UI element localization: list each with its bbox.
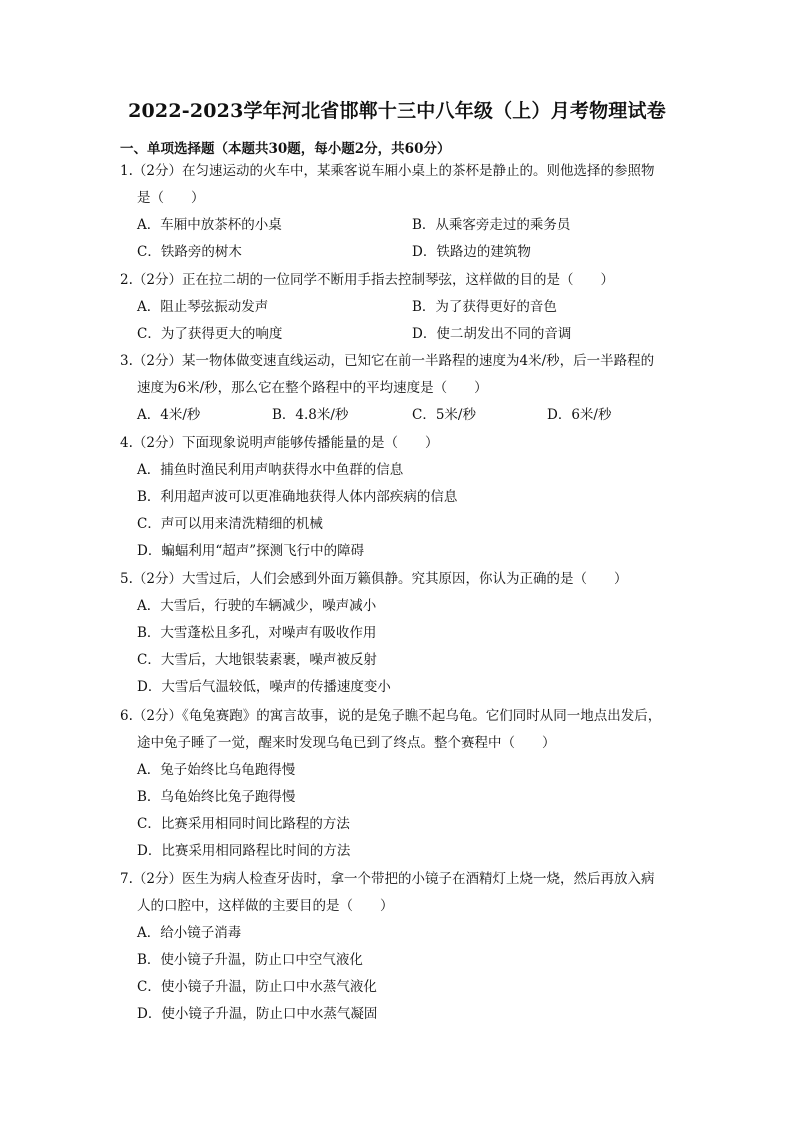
question-text-continued: 途中兔子睡了一觉，醒来时发现乌龟已到了终点。整个赛程中（ ） [137, 735, 556, 751]
option-c: C．为了获得更大的响度 [137, 326, 283, 342]
option-b: B．从乘客旁走过的乘务员 [412, 217, 571, 233]
question-number: 4. [120, 435, 133, 451]
option-c: C．比赛采用相同时间比路程的方法 [137, 816, 350, 832]
option-d: D．使二胡发出不同的音调 [412, 326, 572, 342]
option-b: B．4.8米/秒 [272, 407, 349, 423]
question-text: （2分）下面现象说明声能够传播能量的是（ ） [132, 435, 439, 451]
question-number: 2. [120, 272, 133, 288]
question-3-stem [120, 348, 680, 402]
option-c: C．5米/秒 [412, 407, 476, 423]
option-a: A．大雪后，行驶的车辆减少，噪声减小 [137, 598, 377, 614]
exam-title: 2022-2023学年河北省邯郸十三中八年级（上）月考物理试卷 [128, 100, 666, 122]
question-text-continued: 人的口腔中，这样做的主要目的是（ ） [137, 898, 394, 914]
question-2-stem [120, 267, 680, 294]
option-c: C．声可以用来清洗精细的机械 [137, 516, 323, 532]
option-b: B．利用超声波可以更准确地获得人体内部疾病的信息 [137, 489, 458, 505]
option-c: C．使小镜子升温，防止口中水蒸气液化 [137, 979, 377, 995]
option-b: B．乌龟始终比兔子跑得慢 [137, 789, 296, 805]
option-c: C．铁路旁的树木 [137, 244, 242, 260]
section-heading: 一、单项选择题（本题共30题，每小题2分，共60分） [120, 141, 451, 157]
question-5-stem [120, 566, 680, 593]
option-d: D．6米/秒 [547, 407, 612, 423]
option-b: B．为了获得更好的音色 [412, 299, 557, 315]
question-text: （2分）医生为病人检查牙齿时，拿一个带把的小镜子在酒精灯上烧一烧，然后再放入病 [132, 871, 655, 887]
option-d: D．蝙蝠利用“超声”探测飞行中的障碍 [137, 543, 365, 559]
option-b: B．使小镜子升温，防止口中空气液化 [137, 952, 363, 968]
option-d: D．比赛采用相同路程比时间的方法 [137, 843, 351, 859]
question-text: （2分）大雪过后，人们会感到外面万籁俱静。究其原因，你认为正确的是（ ） [132, 571, 628, 587]
option-d: D．使小镜子升温，防止口中水蒸气凝固 [137, 1006, 378, 1022]
question-number: 1. [120, 163, 133, 179]
question-6-stem [120, 703, 680, 757]
option-a: A．车厢中放茶杯的小桌 [137, 217, 282, 233]
question-7-stem [120, 866, 680, 920]
option-b: B．大雪蓬松且多孔，对噪声有吸收作用 [137, 625, 377, 641]
question-5-options [137, 593, 391, 701]
option-c: C．大雪后，大地银装素裹，噪声被反射 [137, 652, 377, 668]
question-4-stem [120, 430, 680, 457]
option-a: A．4米/秒 [137, 407, 201, 423]
option-a: A．捕鱼时渔民利用声呐获得水中鱼群的信息 [137, 462, 404, 478]
question-text: （2分）《龟兔赛跑》的寓言故事，说的是兔子瞧不起乌龟。它们同时从同一地点出发后， [132, 708, 662, 724]
question-text: （2分）正在拉二胡的一位同学不断用手指去控制琴弦，这样做的目的是（ ） [132, 272, 614, 288]
option-d: D．铁路边的建筑物 [412, 244, 531, 260]
question-text-continued: 是（ ） [137, 190, 205, 206]
question-text-continued: 速度为6米/秒，那么它在整个路程中的平均速度是（ ） [137, 380, 488, 396]
question-number: 3. [120, 353, 133, 369]
question-text: （2分）在匀速运动的火车中，某乘客说车厢小桌上的茶杯是静止的。则他选择的参照物 [132, 163, 655, 179]
option-a: A．阻止琴弦振动发声 [137, 299, 269, 315]
question-7-options [137, 920, 377, 1028]
option-a: A．兔子始终比乌龟跑得慢 [137, 762, 296, 778]
question-number: 7. [120, 871, 133, 887]
question-number: 5. [120, 571, 133, 587]
question-number: 6. [120, 708, 133, 724]
question-1-stem [120, 158, 680, 212]
question-6-options [137, 757, 350, 865]
question-4-options [137, 457, 457, 565]
option-d: D．大雪后气温较低，噪声的传播速度变小 [137, 679, 391, 695]
question-text: （2分）某一物体做变速直线运动，已知它在前一半路程的速度为4米/秒，后一半路程的 [132, 353, 655, 369]
option-a: A．给小镜子消毒 [137, 925, 242, 941]
